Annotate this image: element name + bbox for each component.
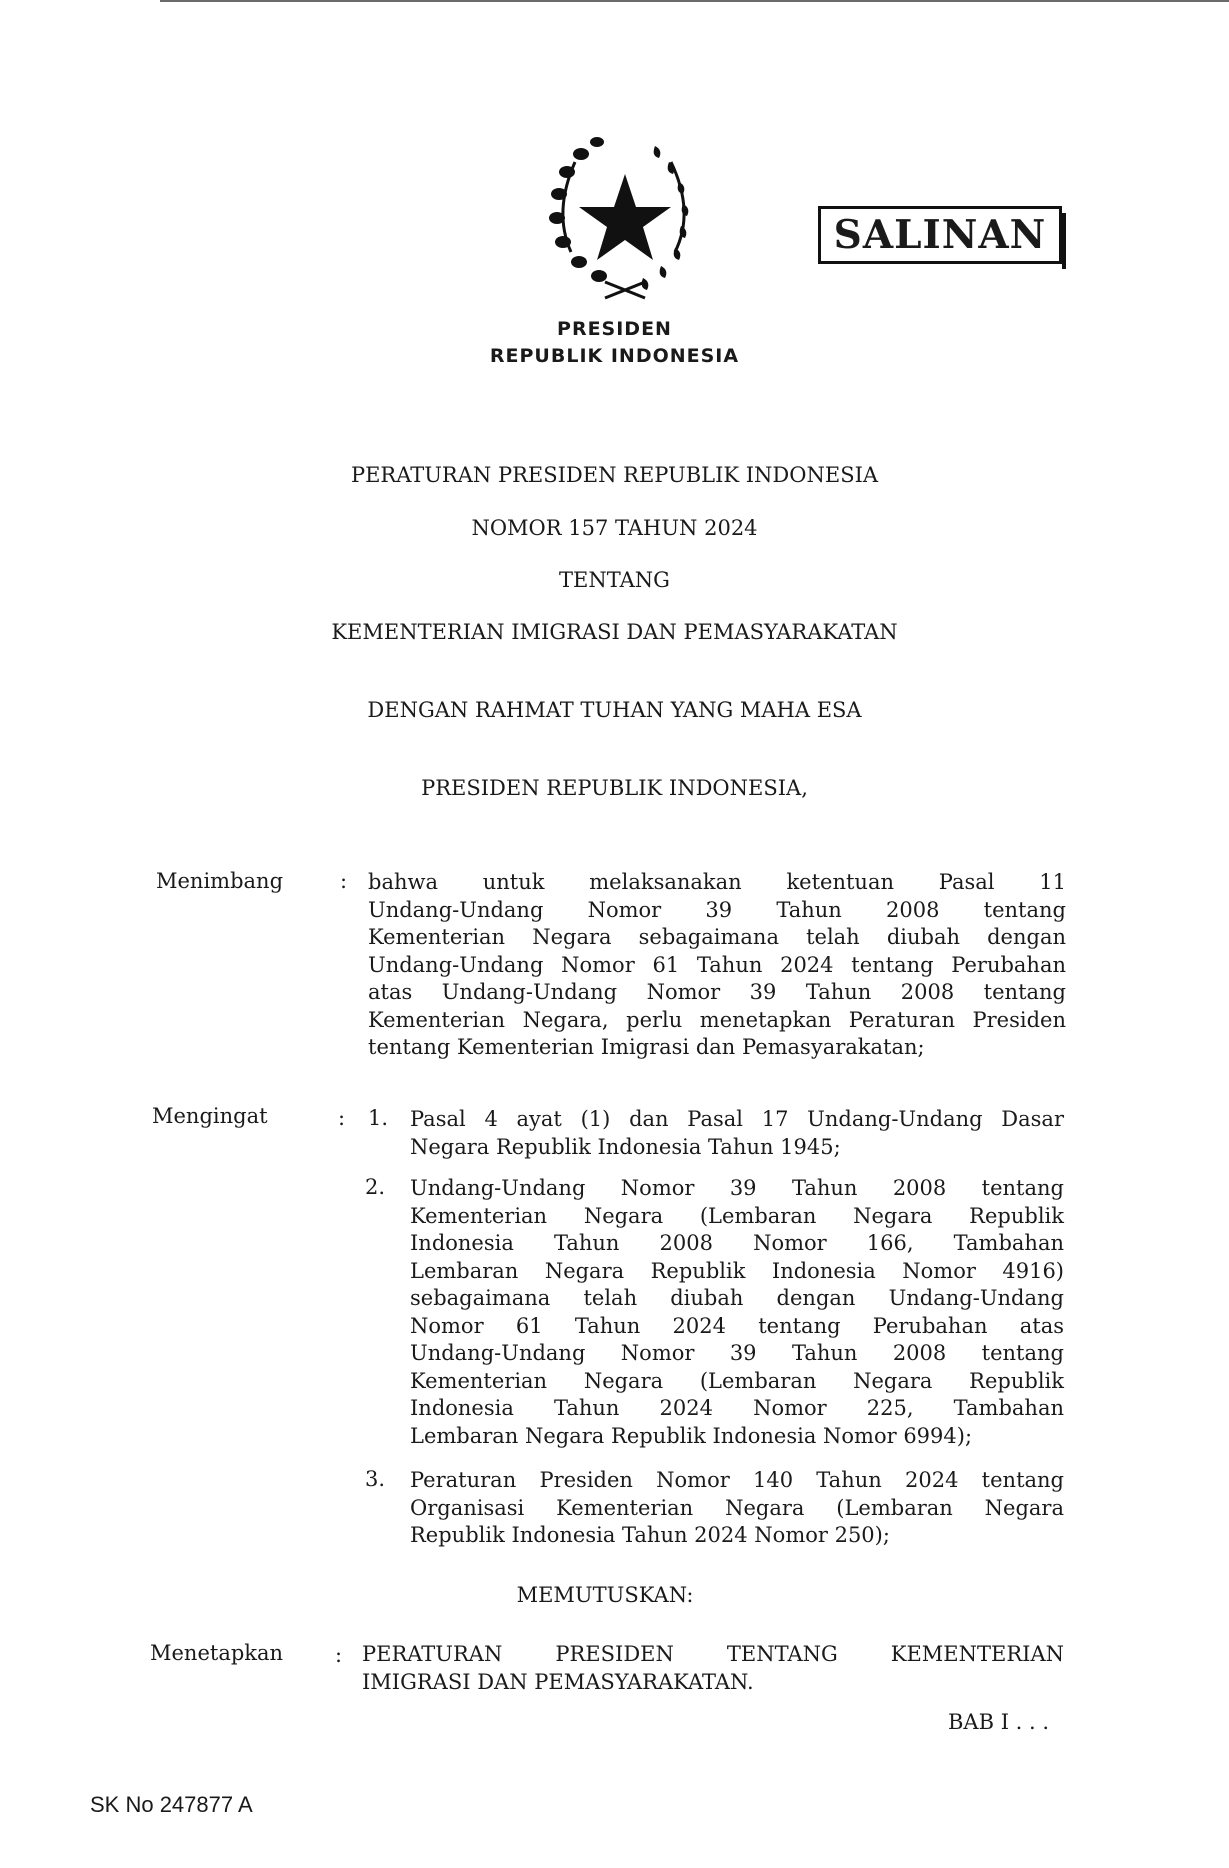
- menimbang-colon: :: [340, 869, 348, 893]
- mengingat-line: Negara Republik Indonesia Tahun 1945;: [410, 1134, 841, 1159]
- memutuskan-heading: MEMUTUSKAN:: [516, 1583, 694, 1607]
- mengingat-line: Peraturan Presiden Nomor 140 Tahun 2024 tentang: [410, 1468, 1064, 1492]
- menimbang-line: Undang-Undang Nomor 39 Tahun 2008 tentang: [368, 897, 1066, 922]
- presidential-emblem-icon: [535, 132, 710, 302]
- next-page-reference: BAB I . . .: [948, 1710, 1050, 1734]
- menetapkan-label: Menetapkan: [150, 1641, 284, 1665]
- mengingat-item-number: 1.: [368, 1106, 389, 1130]
- invocation: DENGAN RAHMAT TUHAN YANG MAHA ESA: [367, 698, 862, 722]
- sk-number: SK No 247877 A: [90, 1792, 253, 1817]
- menetapkan-text: [362, 1641, 1064, 1696]
- emblem-label-presiden: PRESIDEN: [557, 318, 672, 340]
- menimbang-line: tentang Kementerian Imigrasi dan Pemasyarakatan;: [368, 1035, 925, 1059]
- president-heading: PRESIDEN REPUBLIK INDONESIA,: [421, 776, 808, 800]
- regulation-tentang: TENTANG: [559, 568, 670, 592]
- mengingat-line: sebagaimana telah diubah dengan Undang-Undang: [410, 1286, 1064, 1310]
- menimbang-line: Kementerian Negara sebagaimana telah diubah dengan: [368, 925, 1066, 949]
- menetapkan-line: PERATURAN PRESIDEN TENTANG KEMENTERIAN: [362, 1642, 1064, 1666]
- mengingat-label: Mengingat: [152, 1104, 268, 1128]
- mengingat-colon: :: [338, 1106, 346, 1130]
- menetapkan-colon: :: [335, 1643, 343, 1667]
- menimbang-line: Kementerian Negara, perlu menetapkan Peraturan Presiden: [368, 1007, 1066, 1032]
- regulation-number: NOMOR 157 TAHUN 2024: [471, 516, 758, 540]
- mengingat-line: Undang-Undang Nomor 39 Tahun 2008 tentang: [410, 1176, 1064, 1200]
- menimbang-line: Undang-Undang Nomor 61 Tahun 2024 tentang Perubahan: [368, 952, 1066, 977]
- menimbang-line: atas Undang-Undang Nomor 39 Tahun 2008 tentang: [368, 980, 1066, 1004]
- regulation-subject: KEMENTERIAN IMIGRASI DAN PEMASYARAKATAN: [331, 620, 898, 644]
- mengingat-line: Republik Indonesia Tahun 2024 Nomor 250);: [410, 1523, 890, 1547]
- mengingat-line: Kementerian Negara (Lembaran Negara Republik: [410, 1203, 1064, 1228]
- top-border-line: [160, 0, 1229, 2]
- mengingat-item: [410, 1106, 1064, 1161]
- mengingat-line: Organisasi Kementerian Negara (Lembaran Negara: [410, 1495, 1064, 1520]
- menetapkan-line: IMIGRASI DAN PEMASYARAKATAN.: [362, 1669, 754, 1694]
- mengingat-line: Indonesia Tahun 2024 Nomor 225, Tambahan: [410, 1396, 1064, 1420]
- mengingat-item-number: 3.: [365, 1467, 386, 1491]
- mengingat-item: [410, 1175, 1064, 1450]
- mengingat-line: Lembaran Negara Republik Indonesia Nomor 4916): [410, 1258, 1064, 1283]
- mengingat-line: Kementerian Negara (Lembaran Negara Republik: [410, 1368, 1064, 1393]
- mengingat-line: Pasal 4 ayat (1) dan Pasal 17 Undang-Undang Dasar: [410, 1107, 1064, 1131]
- mengingat-line: Lembaran Negara Republik Indonesia Nomor 6994);: [410, 1423, 973, 1448]
- mengingat-line: Undang-Undang Nomor 39 Tahun 2008 tentang: [410, 1341, 1064, 1365]
- mengingat-item: [410, 1467, 1064, 1550]
- emblem-label-republik: REPUBLIK INDONESIA: [489, 345, 740, 367]
- salinan-stamp: SALINAN: [818, 206, 1062, 264]
- mengingat-line: Nomor 61 Tahun 2024 tentang Perubahan atas: [410, 1313, 1064, 1338]
- mengingat-line: Indonesia Tahun 2008 Nomor 166, Tambahan: [410, 1231, 1064, 1255]
- menimbang-text: [368, 869, 1066, 1062]
- menimbang-line: bahwa untuk melaksanakan ketentuan Pasal 11: [368, 870, 1066, 894]
- regulation-title: PERATURAN PRESIDEN REPUBLIK INDONESIA: [350, 463, 879, 487]
- menimbang-label: Menimbang: [156, 869, 284, 893]
- mengingat-item-number: 2.: [365, 1175, 386, 1199]
